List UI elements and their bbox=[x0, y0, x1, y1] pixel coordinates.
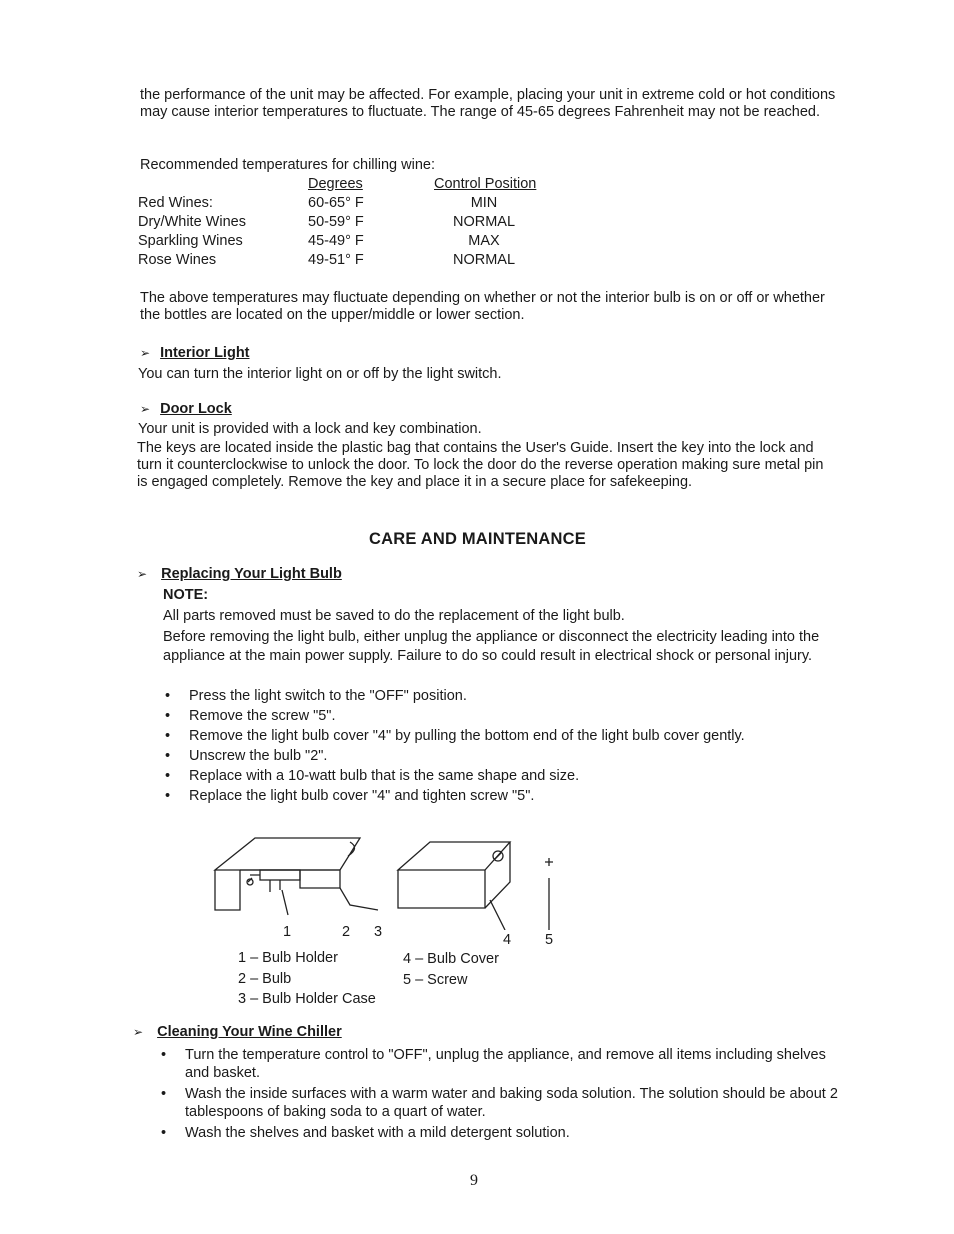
list-item: • Unscrew the bulb "2". bbox=[163, 746, 843, 766]
control-position-header: Control Position bbox=[434, 176, 537, 192]
diagram-legend-right bbox=[403, 949, 499, 990]
wine-degrees: 60-65° F bbox=[308, 195, 364, 211]
list-item: • Replace with a 10-watt bulb that is the same shape and size. bbox=[163, 766, 843, 786]
interior-light-heading-row bbox=[140, 345, 250, 361]
bulb-cover-assembly bbox=[398, 842, 510, 930]
table-row bbox=[138, 214, 564, 233]
page-number: 9 bbox=[470, 1172, 478, 1189]
wine-degrees: 49-51° F bbox=[308, 252, 364, 268]
list-item: • Remove the screw "5". bbox=[163, 706, 843, 726]
callout-2: 2 bbox=[342, 924, 351, 940]
arrow-bullet-icon: ➢ bbox=[140, 346, 151, 360]
legend-item: 5 – Screw bbox=[403, 971, 468, 988]
wine-position: MAX bbox=[468, 233, 500, 249]
wine-name: Dry/White Wines bbox=[138, 214, 246, 230]
arrow-bullet-icon: ➢ bbox=[137, 567, 148, 581]
warning-paragraph: Before removing the light bulb, either unplug the appliance or disconnect the electricity leading into the appliance at the main power supply. Failure to do so could result in electrical shock or personal injury. bbox=[163, 629, 820, 664]
legend-item: 1 – Bulb Holder bbox=[238, 950, 338, 966]
wine-name: Red Wines: bbox=[138, 195, 213, 211]
interior-light-heading: Interior Light bbox=[160, 345, 250, 361]
fluctuate-paragraph: The above temperatures may fluctuate depending on whether or not the interior bulb is on or off or whether the bottles are located on the upper/middle or lower section. bbox=[140, 290, 825, 323]
degrees-header: Degrees bbox=[308, 176, 363, 192]
wine-degrees: 45-49° F bbox=[308, 233, 364, 249]
list-item: • Press the light switch to the "OFF" position. bbox=[163, 686, 843, 706]
cleaning-steps-list bbox=[159, 1046, 839, 1142]
wine-position: MIN bbox=[470, 195, 498, 211]
legend-item: 3 – Bulb Holder Case bbox=[238, 991, 376, 1007]
light-bulb-heading: Replacing Your Light Bulb bbox=[161, 566, 342, 582]
wine-temperature-table bbox=[138, 176, 564, 271]
callout-3: 3 bbox=[374, 924, 383, 940]
door-lock-text: The keys are located inside the plastic bag that contains the User's Guide. Insert the key into the lock and turn it counterclockwise to unlock the door. To lock the door do the reverse operation making sure metal pin is engaged completely. Remove the key and place it in a secure place for safekeeping. bbox=[137, 440, 824, 490]
screw-icon bbox=[545, 858, 553, 930]
cleaning-heading: Cleaning Your Wine Chiller bbox=[157, 1024, 342, 1040]
list-item: • Remove the light bulb cover "4" by pulling the bottom end of the light bulb cover gently. bbox=[163, 726, 843, 746]
cleaning-heading-row bbox=[133, 1024, 342, 1040]
door-lock-heading: Door Lock bbox=[160, 401, 232, 417]
callout-5: 5 bbox=[545, 932, 554, 948]
table-row bbox=[138, 233, 564, 252]
care-maintenance-heading: CARE AND MAINTENANCE bbox=[369, 530, 586, 548]
light-bulb-diagram bbox=[200, 830, 580, 930]
bulb-steps-list bbox=[163, 686, 843, 806]
wine-table-intro: Recommended temperatures for chilling wine: bbox=[140, 157, 435, 173]
intro-paragraph: the performance of the unit may be affected. For example, placing your unit in extreme cold or hot conditions may cause interior temperatures to fluctuate. The range of 45-65 degrees Fahrenheit may not be reached. bbox=[140, 87, 836, 120]
list-item: • Turn the temperature control to "OFF", unplug the appliance, and remove all items including shelves and basket. bbox=[159, 1046, 839, 1082]
light-bulb-heading-row bbox=[137, 566, 342, 582]
arrow-bullet-icon: ➢ bbox=[140, 402, 151, 416]
legend-item: 2 – Bulb bbox=[238, 970, 292, 987]
callout-1: 1 bbox=[283, 924, 292, 940]
list-item: • Wash the shelves and basket with a mild detergent solution. bbox=[159, 1124, 839, 1142]
list-item: • Wash the inside surfaces with a warm water and baking soda solution. The solution should be about 2 tablespoons of baking soda to a quart of water. bbox=[159, 1085, 839, 1121]
bulb-holder-assembly bbox=[215, 838, 378, 915]
door-lock-line1: Your unit is provided with a lock and key combination. bbox=[138, 421, 482, 437]
diagram-legend-left bbox=[238, 948, 376, 1010]
wine-position: NORMAL bbox=[452, 214, 516, 230]
wine-name: Rose Wines bbox=[138, 252, 217, 268]
table-row bbox=[138, 195, 564, 214]
note-label: NOTE: bbox=[163, 587, 209, 603]
callout-4: 4 bbox=[503, 932, 512, 948]
door-lock-heading-row bbox=[140, 401, 232, 417]
list-item: • Replace the light bulb cover "4" and tighten screw "5". bbox=[163, 786, 843, 806]
interior-light-text: You can turn the interior light on or off by the light switch. bbox=[138, 366, 502, 382]
legend-item: 4 – Bulb Cover bbox=[403, 951, 499, 967]
note-line: All parts removed must be saved to do the replacement of the light bulb. bbox=[163, 608, 625, 624]
arrow-bullet-icon: ➢ bbox=[133, 1025, 144, 1039]
wine-position: NORMAL bbox=[452, 252, 516, 268]
wine-name: Sparkling Wines bbox=[138, 233, 243, 249]
wine-degrees: 50-59° F bbox=[308, 214, 364, 230]
table-row bbox=[138, 252, 564, 271]
